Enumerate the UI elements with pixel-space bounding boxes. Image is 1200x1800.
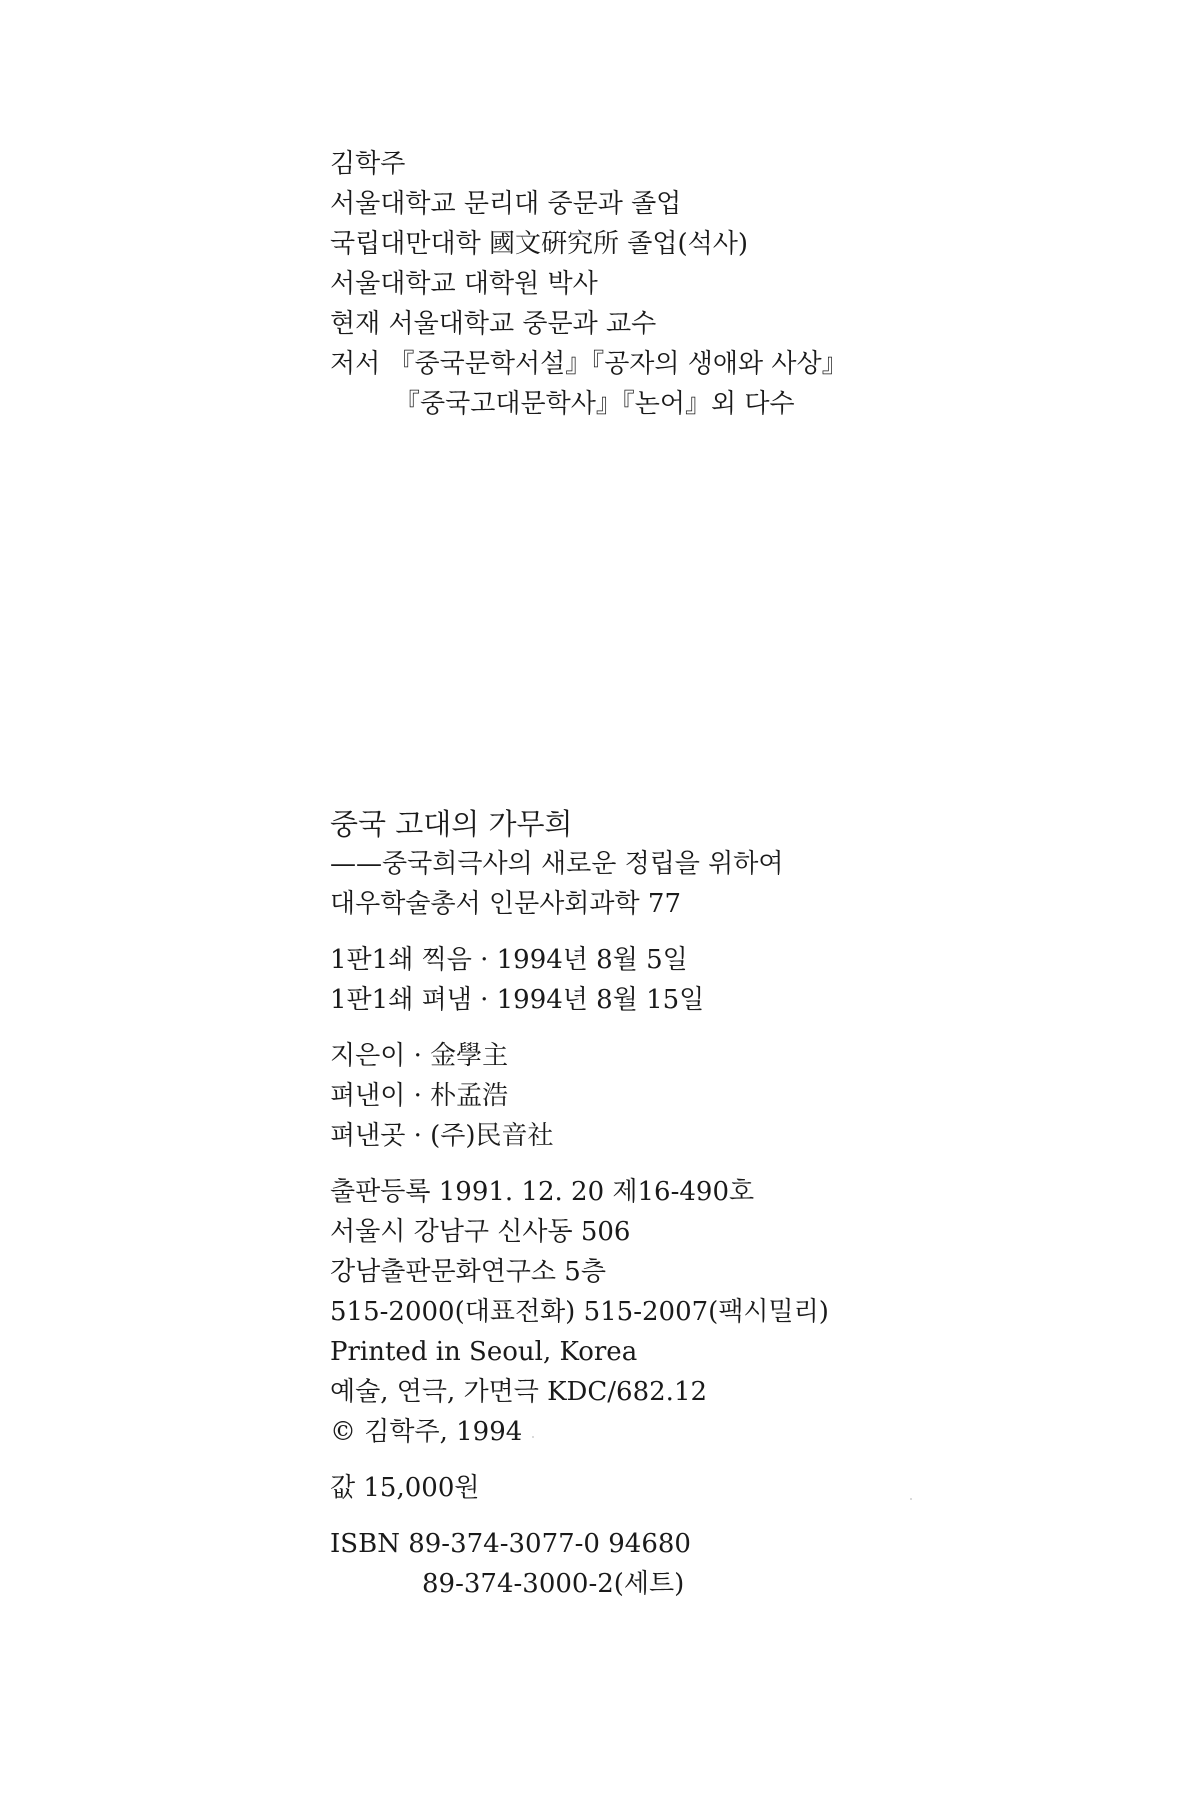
copyright-notice: © 김학주, 1994: [330, 1417, 523, 1447]
bio-line: 『중국고대문학사』『논어』외 다수: [394, 389, 795, 419]
printing-date: 1판1쇄 찍음 · 1994년 8월 5일: [330, 945, 688, 975]
speck: [910, 1498, 912, 1500]
credit-publishing-house: 펴낸곳 · (주)民音社: [330, 1121, 554, 1151]
book-series: 대우학술총서 인문사회과학 77: [330, 889, 682, 919]
bio-line: 서울대학교 문리대 중문과 졸업: [330, 189, 682, 219]
bio-line: 서울대학교 대학원 박사: [330, 269, 598, 299]
speck: [532, 1436, 534, 1438]
credit-publisher: 펴낸이 · 朴孟浩: [330, 1081, 509, 1111]
bio-line: 현재 서울대학교 중문과 교수: [330, 309, 657, 339]
bio-line: 저서 『중국문학서설』『공자의 생애와 사상』: [330, 349, 848, 379]
bio-line: 국립대만대학 國文硏究所 졸업(석사): [330, 229, 748, 259]
registration: 출판등록 1991. 12. 20 제16-490호: [330, 1177, 755, 1207]
isbn: ISBN 89-374-3077-0 94680: [330, 1529, 691, 1559]
author-name: 김학주: [330, 149, 406, 179]
isbn-set: 89-374-3000-2(세트): [422, 1569, 685, 1599]
credit-author: 지은이 · 金學主: [330, 1041, 509, 1071]
publishing-date: 1판1쇄 펴냄 · 1994년 8월 15일: [330, 985, 705, 1015]
classification: 예술, 연극, 가면극 KDC/682.12: [330, 1377, 708, 1407]
address-building: 강남출판문화연구소 5층: [330, 1257, 606, 1287]
price: 값 15,000원: [330, 1473, 480, 1503]
book-subtitle: ——중국희극사의 새로운 정립을 위하여: [330, 849, 784, 879]
printed-in: Printed in Seoul, Korea: [330, 1337, 638, 1367]
book-title: 중국 고대의 가무희: [330, 807, 573, 841]
address: 서울시 강남구 신사동 506: [330, 1217, 631, 1247]
phone-fax: 515-2000(대표전화) 515-2007(팩시밀리): [330, 1297, 829, 1327]
